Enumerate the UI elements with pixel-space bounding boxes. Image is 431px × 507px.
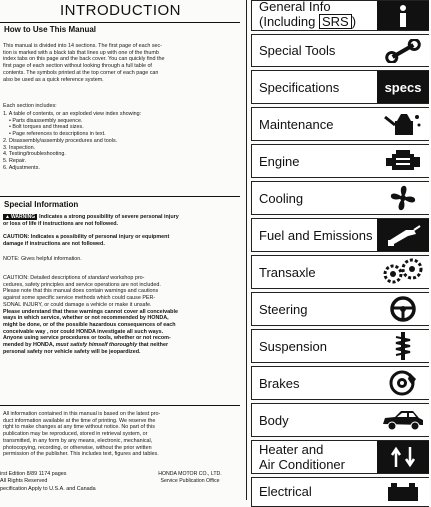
battery-icon <box>377 478 429 506</box>
specs-icon: specs <box>377 71 429 103</box>
tab-label: Cooling <box>259 191 304 206</box>
tab-suspension[interactable] <box>251 329 429 363</box>
info-icon <box>377 1 429 30</box>
publisher-info: HONDA MOTOR CO., LTD. Service Publication Office <box>158 471 222 485</box>
brake-disc-icon <box>377 367 429 399</box>
section-includes-label: Each section includes: <box>3 103 57 109</box>
wrench-icon <box>377 35 429 66</box>
tab-transaxle[interactable] <box>251 255 429 289</box>
how-to-use-paragraph: This manual is divided into 14 sections. The first page of each sec- tion is marked with a black tab that lines up with one of the thumb index tabs on this page and the back cover. You can quickly find the first page of each section without looking through a full table of contents. The symbols printed at the top corner of each page can also be used as a quick reference system. <box>3 43 165 83</box>
tab-special-tools[interactable] <box>251 34 429 67</box>
tab-label: Suspension <box>259 339 327 354</box>
engine-icon <box>377 145 429 177</box>
rights-paragraph: All information contained in this manual is based on the latest pro- duct information available at the time of printing. We reserve the right to make changes at any time without notice. No part of this publication may be reproduced, stored in retrieval system, or transmitted, in any form by any means, electronic, mechanical, photocopying, recording, or otherwise, without the prior written permission of the publisher. This includes text, figures and tables. <box>3 411 161 458</box>
caution-paragraph: CAUTION: Indicates a possibility of personal injury or equipment damage if instructions are not followed. <box>3 234 170 247</box>
tab-label: Body <box>259 413 289 428</box>
car-body-icon <box>377 404 429 436</box>
heater-ac-icon <box>377 441 429 473</box>
tab-label: Fuel and Emissions <box>259 228 373 243</box>
standard-procedures-caution: CAUTION: Detailed descriptions of standard workshop pro- cedures, safety principles and service operations are not included. Please note that this manual does contain warnings and cautions against some specific service methods which could cause PER- SONAL INJURY, or could damage a vehicle or make it unsafe. Please understand that these warnings cannot cover all conceivable ways in which service, whether or not recommended by HONDA, might be done, or of the possible hazardous consequences of each conceivable way , nor could HONDA investigate all such ways. Anyone using service procedures or tools, whether or not recom- mended by HONDA, must satisfy himself thoroughly that neither personal safety nor vehicle safety will be jeopardized. <box>3 275 178 355</box>
tab-heater-and-air-conditioner[interactable]: Heater and Air Conditioner <box>251 440 429 474</box>
tab-label: Heater and <box>259 442 324 457</box>
section-divider <box>0 196 240 197</box>
tab-label: Transaxle <box>259 265 316 280</box>
section-includes-list: 1. A table of contents, or an exploded view index showing: • Parts disassembly sequence. • Bolt torques and thread sizes. • Page references to descriptions in text. 2. Disassembly/assembly procedures and tools. 3. Inspection. 4. Testing/troubleshooting. 5. Repair. 6. Adjustments. <box>3 111 142 171</box>
tab-cooling[interactable] <box>251 181 429 215</box>
edition-info: irst Edition 8/89 1174 pages All Rights Reserved pecification Apply to U.S.A. and Canada <box>0 471 96 492</box>
tab-label: Specifications <box>259 80 340 95</box>
special-info-heading: Special Information <box>4 200 79 209</box>
how-to-use-heading: How to Use This Manual <box>4 25 97 34</box>
tab-general-info[interactable]: General Info (Including SRS ) <box>251 0 429 31</box>
note-paragraph: NOTE: Gives helpful information. <box>3 256 82 262</box>
tab-label: General Info <box>259 0 331 14</box>
warning-badge: ▲WARNING <box>5 214 36 220</box>
tab-maintenance[interactable] <box>251 107 429 141</box>
shock-absorber-icon <box>377 330 429 362</box>
tab-brakes[interactable] <box>251 366 429 400</box>
fan-icon <box>377 182 429 214</box>
section-divider <box>0 405 240 406</box>
steering-wheel-icon <box>377 293 429 325</box>
tab-label: Steering <box>259 302 308 317</box>
tab-steering[interactable] <box>251 292 429 326</box>
gears-icon <box>377 256 429 288</box>
tab-label: Electrical <box>259 484 312 499</box>
tab-specifications[interactable] <box>251 70 429 104</box>
tab-label: Brakes <box>259 376 300 391</box>
tab-label: Maintenance <box>259 117 334 132</box>
section-thumb-index <box>246 0 431 500</box>
tab-body[interactable] <box>251 403 429 437</box>
page-title: INTRODUCTION <box>60 2 181 19</box>
warning-paragraph: ▲WARNING Indicates a strong possibility of severe personal injury or loss of life if instructions are not followed. <box>3 214 179 227</box>
srs-badge: SRS <box>319 14 352 29</box>
section-divider <box>0 22 240 23</box>
oil-can-icon <box>377 108 429 140</box>
tab-electrical[interactable] <box>251 477 429 507</box>
tab-fuel-and-emissions[interactable] <box>251 218 429 252</box>
fuel-nozzle-icon <box>377 219 429 251</box>
tab-engine[interactable] <box>251 144 429 178</box>
tab-label: Engine <box>259 154 300 169</box>
tab-label: Special Tools <box>259 43 336 58</box>
